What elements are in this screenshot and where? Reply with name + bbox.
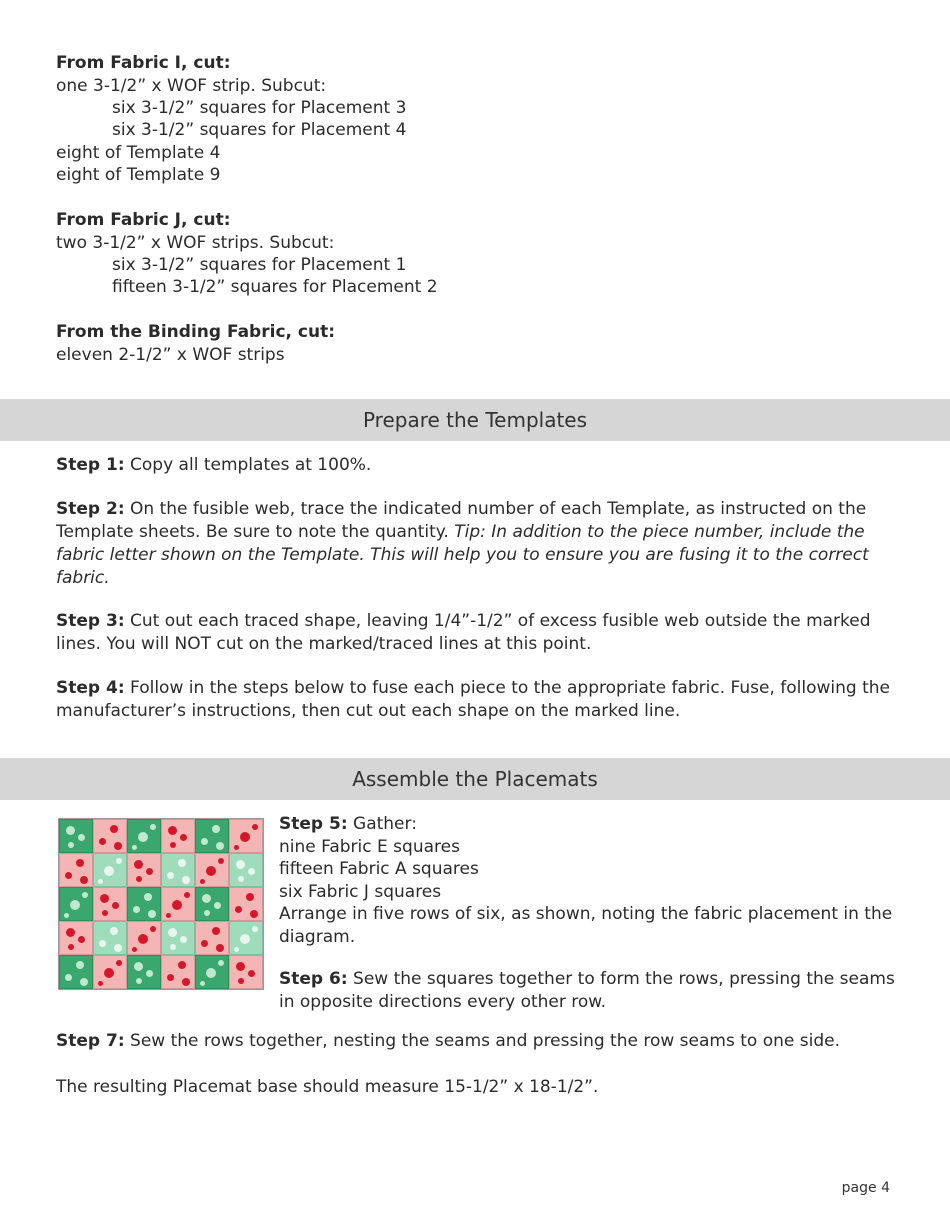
quilt-square-J [229, 921, 263, 955]
step-text: Copy all templates at 100%. [124, 455, 372, 475]
fabric-i-subcut: six 3-1/2” squares for Placement 3 [112, 98, 407, 118]
fabric-print-dot [170, 944, 176, 950]
fabric-print-dot [132, 845, 137, 850]
quilt-square-A [161, 819, 195, 853]
quilt-square-A [161, 887, 195, 921]
fabric-print-dot [200, 981, 205, 986]
fabric-print-dot [78, 936, 85, 943]
fabric-i-line: eight of Template 4 [56, 143, 221, 163]
fabric-i-line: eight of Template 9 [56, 165, 221, 185]
fabric-print-dot [132, 947, 137, 952]
quilt-square-E [59, 955, 93, 989]
arrange-text: Arrange in five rows of six, as shown, noting the fabric placement in the diagram. [279, 904, 893, 947]
fabric-print-dot [134, 860, 143, 869]
gather-item: fifteen Fabric A squares [279, 859, 479, 879]
fabric-print-dot [238, 978, 244, 984]
step-3 [56, 610, 906, 656]
fabric-print-dot [138, 832, 148, 842]
fabric-print-dot [206, 866, 216, 876]
quilt-square-A [229, 819, 263, 853]
fabric-print-dot [234, 947, 239, 952]
fabric-print-dot [168, 928, 177, 937]
step-label: Step 2: [56, 499, 125, 519]
quilt-square-A [59, 921, 93, 955]
step-text: Gather: [347, 814, 417, 834]
fabric-print-dot [212, 825, 220, 833]
fabric-print-dot [99, 940, 106, 947]
fabric-print-dot [104, 968, 114, 978]
step-text: Follow in the steps below to fuse each piece to the appropriate fabric. Fuse, following the manufacturer’s instructions, then cut out each shape on the marked line. [56, 678, 890, 721]
quilt-square-E [127, 955, 161, 989]
fabric-print-dot [68, 842, 74, 848]
step-7 [56, 1030, 906, 1053]
fabric-print-dot [110, 927, 118, 935]
step-4 [56, 677, 906, 723]
fabric-print-dot [66, 826, 75, 835]
fabric-print-dot [182, 978, 190, 986]
quilt-square-J [93, 853, 127, 887]
fabric-print-dot [116, 960, 122, 966]
quilt-square-A [127, 921, 161, 955]
quilt-square-A [93, 955, 127, 989]
fabric-print-dot [134, 962, 143, 971]
fabric-print-dot [250, 910, 258, 918]
page-number: page 4 [841, 1180, 890, 1196]
fabric-print-dot [148, 910, 156, 918]
fabric-print-dot [252, 824, 258, 830]
fabric-print-dot [200, 879, 205, 884]
quilt-square-A [93, 819, 127, 853]
fabric-print-dot [76, 961, 84, 969]
placemat-diagram [58, 818, 264, 990]
fabric-print-dot [144, 893, 152, 901]
fabric-print-dot [246, 893, 254, 901]
quilt-square-A [161, 955, 195, 989]
quilt-square-J [93, 921, 127, 955]
step-label: Step 6: [279, 969, 348, 989]
fabric-print-dot [133, 906, 140, 913]
fabric-print-dot [80, 876, 88, 884]
fabric-print-dot [100, 894, 109, 903]
fabric-print-dot [136, 876, 142, 882]
fabric-print-dot [146, 970, 153, 977]
fabric-print-dot [252, 926, 258, 932]
quilt-square-A [93, 887, 127, 921]
fabric-print-dot [82, 892, 88, 898]
quilt-square-A [229, 955, 263, 989]
fabric-print-dot [114, 944, 122, 952]
step-label: Step 3: [56, 611, 125, 631]
fabric-print-dot [66, 928, 75, 937]
fabric-print-dot [184, 892, 190, 898]
fabric-print-dot [216, 944, 224, 952]
binding-heading: From the Binding Fabric, cut: [56, 322, 335, 342]
gather-item: six Fabric J squares [279, 881, 442, 902]
step-text: Sew the squares together to form the rows, pressing the seams in opposite directions every other row. [279, 969, 895, 1012]
quilt-square-J [161, 921, 195, 955]
fabric-print-dot [206, 968, 216, 978]
quilt-square-E [59, 819, 93, 853]
fabric-print-dot [114, 842, 122, 850]
quilt-square-A [195, 853, 229, 887]
fabric-print-dot [201, 940, 208, 947]
result-text: The resulting Placemat base should measure 15-1/2” x 18-1/2”. [56, 1077, 599, 1097]
fabric-j-subcut: six 3-1/2” squares for Placement 1 [112, 255, 407, 275]
fabric-print-dot [172, 900, 182, 910]
fabric-print-dot [212, 927, 220, 935]
quilt-square-A [127, 853, 161, 887]
fabric-print-dot [68, 944, 74, 950]
fabric-print-dot [178, 859, 186, 867]
fabric-print-dot [201, 838, 208, 845]
step-text: Sew the rows together, nesting the seams and pressing the row seams to one side. [124, 1031, 840, 1051]
fabric-print-dot [218, 960, 224, 966]
fabric-print-dot [236, 962, 245, 971]
fabric-i-line: one 3-1/2” x WOF strip. Subcut: [56, 76, 327, 96]
fabric-print-dot [167, 872, 174, 879]
fabric-i-subcut: six 3-1/2” squares for Placement 4 [112, 120, 407, 140]
quilt-square-E [195, 819, 229, 853]
quilt-square-A [59, 853, 93, 887]
fabric-print-dot [64, 913, 69, 918]
step-label: Step 7: [56, 1031, 125, 1051]
step-text: On the fusible web, trace the indicated number of each Template, as instructed on the Template sheets. Be sure to note the quantity. [56, 499, 867, 542]
fabric-j-subcut: fifteen 3-1/2” squares for Placement 2 [112, 277, 438, 297]
fabric-print-dot [98, 879, 103, 884]
fabric-print-dot [98, 981, 103, 986]
fabric-print-dot [235, 906, 242, 913]
fabric-print-dot [167, 974, 174, 981]
fabric-print-dot [112, 902, 119, 909]
fabric-print-dot [70, 900, 80, 910]
quilt-square-A [195, 921, 229, 955]
quilt-square-E [195, 955, 229, 989]
quilt-square-E [195, 887, 229, 921]
quilt-square-E [127, 887, 161, 921]
fabric-print-dot [78, 834, 85, 841]
fabric-print-dot [116, 858, 122, 864]
fabric-print-dot [80, 978, 88, 986]
quilt-square-A [229, 887, 263, 921]
fabric-print-dot [218, 858, 224, 864]
fabric-print-dot [202, 894, 211, 903]
fabric-print-dot [240, 934, 250, 944]
fabric-print-dot [178, 961, 186, 969]
fabric-print-dot [65, 872, 72, 879]
fabric-j-heading: From Fabric J, cut: [56, 210, 231, 230]
quilt-square-J [229, 853, 263, 887]
gather-item: nine Fabric E squares [279, 836, 460, 857]
fabric-print-dot [138, 934, 148, 944]
fabric-print-dot [110, 825, 118, 833]
fabric-print-dot [136, 978, 142, 984]
step-1 [56, 454, 906, 477]
quilt-square-E [127, 819, 161, 853]
step-label: Step 5: [279, 814, 348, 834]
fabric-print-dot [166, 913, 171, 918]
fabric-print-dot [76, 859, 84, 867]
fabric-print-dot [150, 926, 156, 932]
fabric-print-dot [170, 842, 176, 848]
fabric-print-dot [99, 838, 106, 845]
fabric-print-dot [214, 902, 221, 909]
fabric-print-dot [180, 936, 187, 943]
fabric-print-dot [234, 845, 239, 850]
step-text: Cut out each traced shape, leaving 1/4”-1/2” of excess fusible web outside the marked lines. You will NOT cut on the marked/traced lines at this point. [56, 611, 871, 654]
step-label: Step 4: [56, 678, 125, 698]
fabric-print-dot [216, 842, 224, 850]
fabric-print-dot [168, 826, 177, 835]
fabric-print-dot [150, 824, 156, 830]
fabric-print-dot [236, 860, 245, 869]
step-5 [279, 813, 899, 948]
fabric-j-line: two 3-1/2” x WOF strips. Subcut: [56, 233, 335, 253]
fabric-print-dot [248, 868, 255, 875]
fabric-print-dot [65, 974, 72, 981]
fabric-print-dot [180, 834, 187, 841]
fabric-print-dot [102, 910, 108, 916]
quilt-square-E [59, 887, 93, 921]
step-6 [279, 968, 899, 1013]
fabric-print-dot [104, 866, 114, 876]
step-label: Step 1: [56, 455, 125, 475]
fabric-print-dot [240, 832, 250, 842]
binding-line: eleven 2-1/2” x WOF strips [56, 345, 285, 365]
section-heading-assemble: Assemble the Placemats [0, 758, 950, 800]
fabric-print-dot [238, 876, 244, 882]
section-heading-prepare: Prepare the Templates [0, 399, 950, 441]
step-2 [56, 498, 906, 590]
fabric-print-dot [146, 868, 153, 875]
quilt-square-J [161, 853, 195, 887]
fabric-i-heading: From Fabric I, cut: [56, 53, 231, 73]
fabric-print-dot [182, 876, 190, 884]
fabric-print-dot [204, 910, 210, 916]
step-tip: Tip: In addition to the piece number, include the fabric letter shown on the Template. This will help you to ensure you are fusing it to the correct fabric. [56, 522, 869, 588]
fabric-print-dot [248, 970, 255, 977]
